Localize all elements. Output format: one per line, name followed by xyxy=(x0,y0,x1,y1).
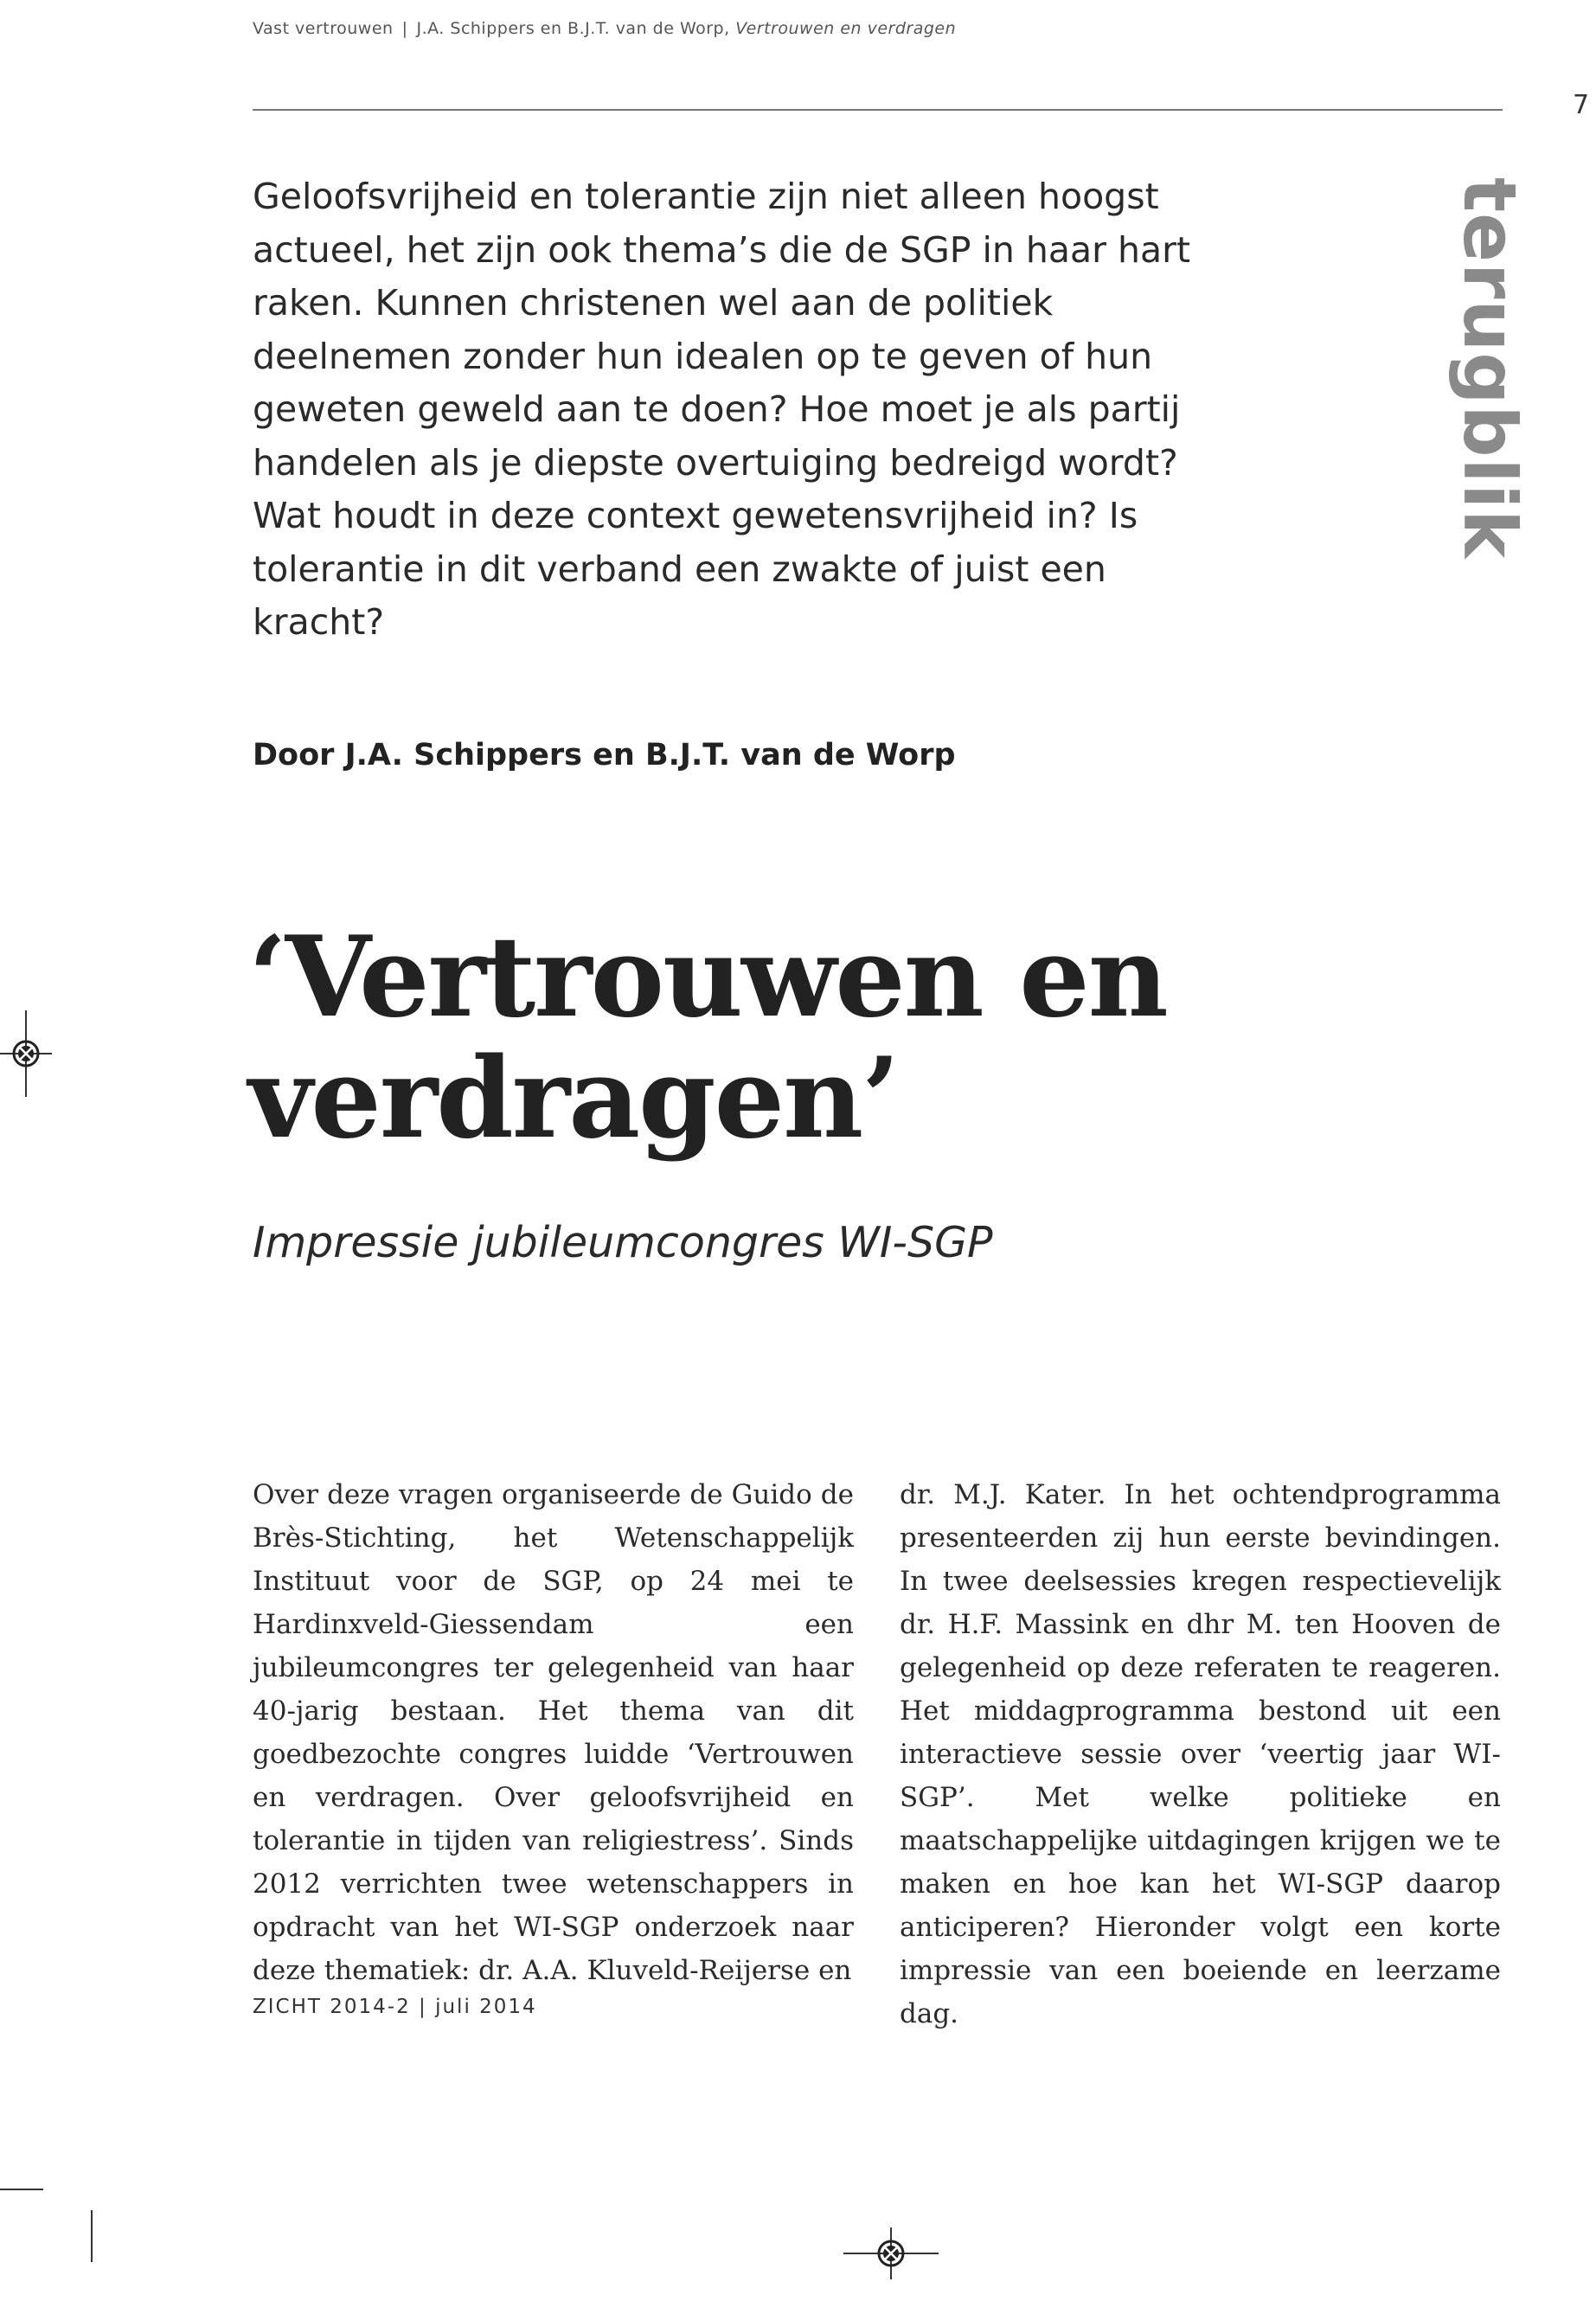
article-subtitle: Impressie jubileumcongres WI-SGP xyxy=(253,1218,993,1267)
body-column-left: Over deze vragen organiseerde de Guido de Brès-Stichting, het Wetenschappelijk Instituut voor de SGP, op 24 mei te Hardinxveld-Giessendam een jubileumcongres ter gelegenheid van haar 40-jarig bestaan. Het thema van dit goedbezochte congres luidde ‘Vertrouwen en verdragen. Over geloofsvrijheid en tolerantie in tijden van religiestress’. Sinds 2012 verrichten twee wetenschappers in opdracht van het WI-SGP onderzoek naar deze thematiek: dr. A.A. Kluveld-Reijerse en xyxy=(253,1479,854,1986)
page-number: 7 xyxy=(1573,90,1590,120)
article-title-line-1: ‘Vertrouwen en xyxy=(248,913,1167,1042)
running-header xyxy=(253,19,956,38)
registration-mark-bottom-icon xyxy=(843,2227,939,2279)
byline: Door J.A. Schippers en B.J.T. van de Worp xyxy=(253,738,956,772)
running-header-authors: J.A. Schippers en B.J.T. van de Worp, xyxy=(416,19,730,38)
running-header-article-title: Vertrouwen en verdragen xyxy=(735,19,957,38)
article-title xyxy=(248,913,1373,1163)
section-label: terugblik xyxy=(1447,177,1532,560)
body-column-right: dr. M.J. Kater. In het ochtendprogramma presenteerden zij hun eerste bevindingen. In twee deelsessies kregen respectievelijk dr. H.F. Massink en dhr M. ten Hooven de gelegenheid op deze referaten te reageren. Het middagprogramma bestond uit een interactieve sessie over ‘veertig jaar WI-SGP’. Met welke politieke en maatschappelijke uitdagingen krijgen we te maken en hoe kan het WI-SGP daarop anticiperen? Hieronder volgt een korte impressie van een boeiende en leerzame dag. xyxy=(900,1479,1501,2029)
footer-issue: ZICHT 2014-2 | juli 2014 xyxy=(253,1996,537,2018)
crop-mark-horizontal xyxy=(0,2189,43,2190)
registration-mark-left-icon xyxy=(0,1010,52,1097)
article-title-line-2: verdragen’ xyxy=(248,1034,899,1163)
running-header-section: Vast vertrouwen xyxy=(253,19,394,38)
crop-mark-vertical xyxy=(91,2210,93,2262)
running-header-separator: | xyxy=(401,19,408,38)
header-rule xyxy=(253,109,1503,111)
intro-paragraph: Geloofsvrijheid en tolerantie zijn niet alleen hoogst actueel, het zijn ook thema’s die de SGP in haar hart raken. Kunnen christenen wel aan de politiek deelnemen zonder hun idealen op te geven of hun geweten geweld aan te doen? Hoe moet je als partij handelen als je diepste overtuiging bedreigd wordt? Wat houdt in deze context gewetensvrijheid in? Is tolerantie in dit verband een zwakte of juist een kracht? xyxy=(253,176,1191,643)
